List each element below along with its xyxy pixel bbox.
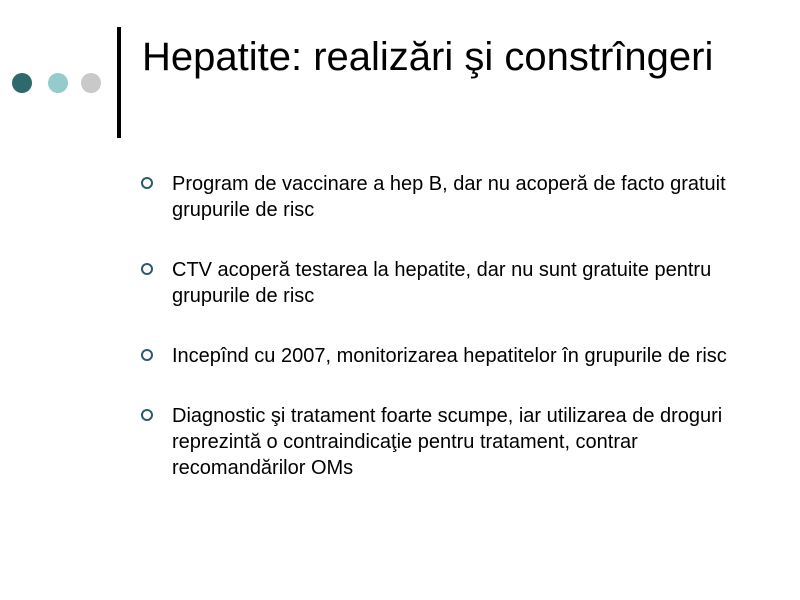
dot-dark-teal xyxy=(12,73,32,93)
bullet-text: Program de vaccinare a hep B, dar nu acoperă de facto gratuit grupurile de risc xyxy=(172,173,726,221)
bullet-text: Incepînd cu 2007, monitorizarea hepatitelor în grupurile de risc xyxy=(172,345,727,367)
circle-bullet-icon xyxy=(141,177,153,189)
bullet-item xyxy=(140,403,760,481)
bullet-item xyxy=(140,343,760,369)
bullet-text: Diagnostic şi tratament foarte scumpe, iar utilizarea de droguri reprezintă o contraindicaţie pentru tratament, contrar recomandărilor OMs xyxy=(172,405,723,479)
dot-gray xyxy=(81,73,101,93)
dot-light-teal xyxy=(48,73,68,93)
circle-bullet-icon xyxy=(141,263,153,275)
bullet-item xyxy=(140,257,760,309)
bullet-text: CTV acoperă testarea la hepatite, dar nu sunt gratuite pentru grupurile de risc xyxy=(172,259,712,307)
circle-bullet-icon xyxy=(141,409,153,421)
circle-bullet-icon xyxy=(141,349,153,361)
slide-title: Hepatite: realizări şi constrîngeri xyxy=(142,35,714,79)
title-accent-line xyxy=(117,27,121,138)
decorative-dots xyxy=(12,73,104,93)
bullet-item xyxy=(140,171,760,223)
bullet-list xyxy=(140,171,760,515)
